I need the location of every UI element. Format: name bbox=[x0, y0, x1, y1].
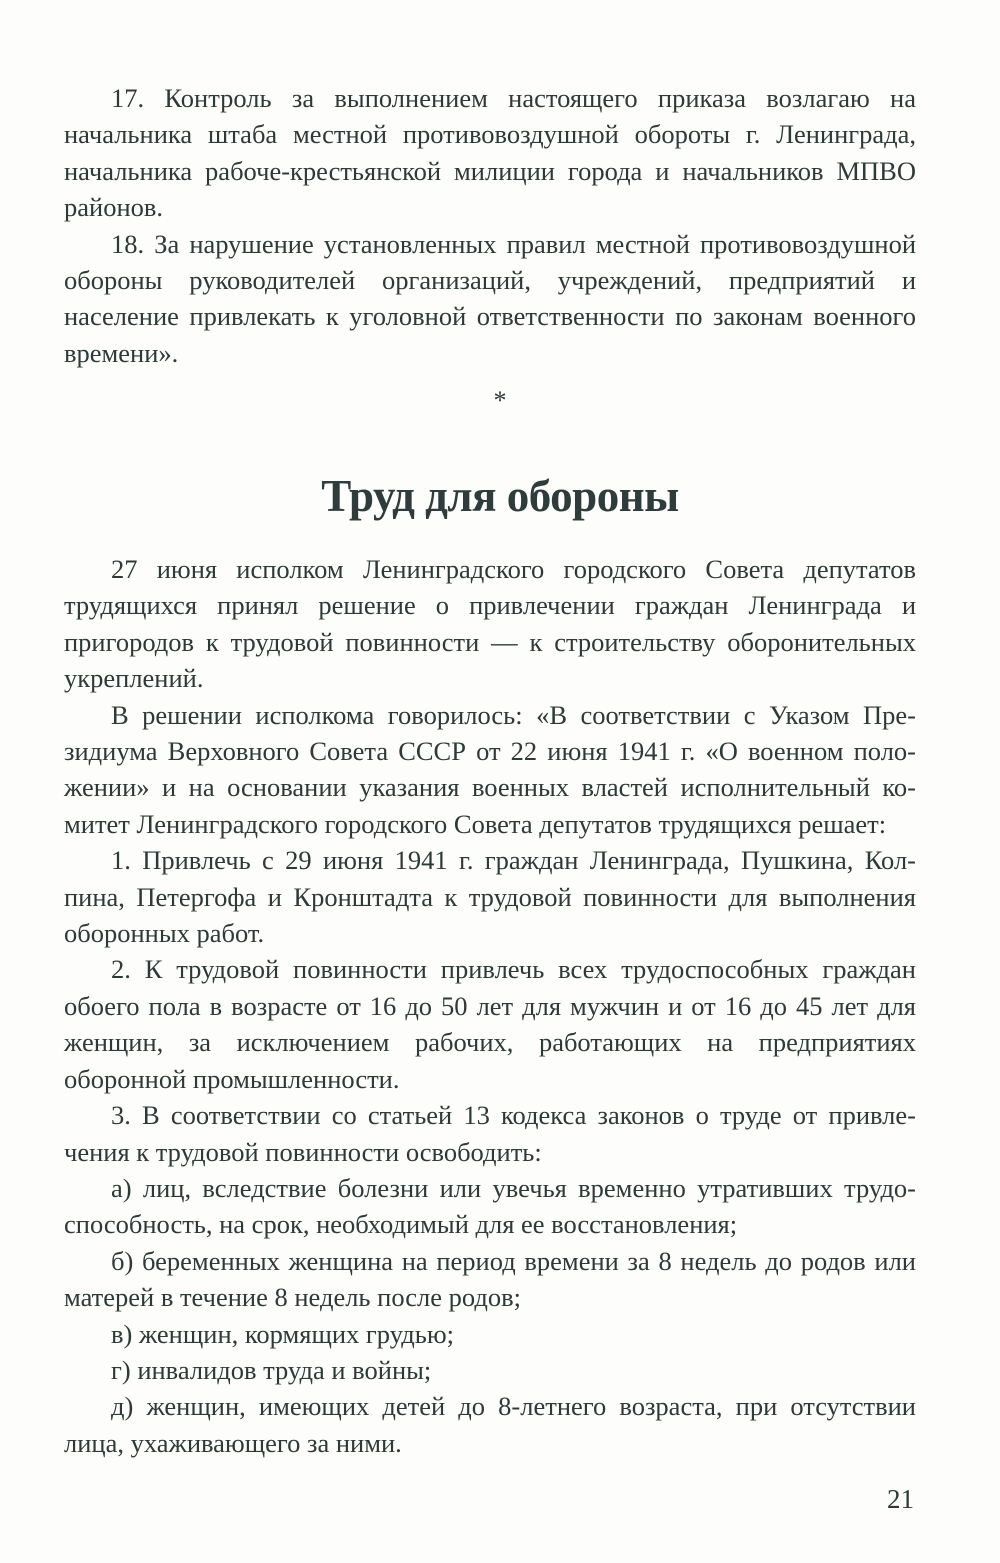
section-title: Труд для обороны bbox=[321, 471, 679, 521]
page-number: 21 bbox=[887, 1484, 914, 1514]
paragraph-point-3: 3. В соответствии со статьей 13 кодекса законов о труде от привлечения к трудовой повинности освободить: bbox=[64, 1100, 916, 1167]
paragraph-subpoint-d: д) женщин, имеющих детей до 8-летнего возраста, при отсутствии лица, ухаживающего за ними. bbox=[64, 1391, 916, 1458]
paragraph-subpoint-g: г) инвалидов труда и войны; bbox=[111, 1354, 432, 1385]
paragraph-item-18: 18. За нарушение установленных правил местной противовоздушной обороны руководителей организаций, учреждений, предприятий и население привлекать к уголовной ответственности по законам военного времени». bbox=[64, 228, 916, 368]
paragraph-intro: 27 июня исполком Ленинградского городского Совета депутатов трудящихся принял решение о привлечении граждан Ленинграда и пригородов к трудовой повинности — к строительству оборонительных укреплений. bbox=[64, 554, 916, 694]
section-separator: * bbox=[493, 386, 507, 415]
paragraph-point-2: 2. К трудовой повинности привлечь всех трудоспособных граждан обоего пола в возрасте от 16 до 50 лет для мужчин и от 16 до 45 лет для женщин, за исключением рабочих, работающих на предприятиях оборонной промышленности. bbox=[64, 954, 916, 1094]
paragraph-decision: В решении исполкома говорилось: «В соответствии с Указом Президиума Верховного Совета СССР от 22 июня 1941 г. «О военном положении» и на основании указания военных властей исполнительный комитет Ленинградского городского Совета депутатов трудящихся решает: bbox=[64, 699, 916, 839]
paragraph-subpoint-a: а) лиц, вследствие болезни или увечья временно утративших трудоспособность, на срок, необходимый для ее восстановления; bbox=[64, 1172, 916, 1240]
order-continuation bbox=[64, 80, 916, 371]
paragraph-subpoint-b: б) беременных женщина на период времени за 8 недель до родов или матерей в течение 8 недель после родов; bbox=[64, 1245, 916, 1313]
section-body bbox=[64, 551, 916, 1461]
paragraph-point-1: 1. Привлечь с 29 июня 1941 г. граждан Ленинграда, Пушкина, Колпина, Петергофа и Кронштадта к трудовой повинности для выполнения оборонных работ. bbox=[64, 845, 916, 949]
paragraph-item-17: 17. Контроль за выполнением настоящего приказа возлагаю на начальника штаба местной противовоздушной обороты г. Ленинграда, начальника рабоче-крестьянской милиции города и начальников МПВО районов. bbox=[64, 83, 916, 223]
paragraph-subpoint-v: в) женщин, кормящих грудью; bbox=[111, 1318, 455, 1349]
